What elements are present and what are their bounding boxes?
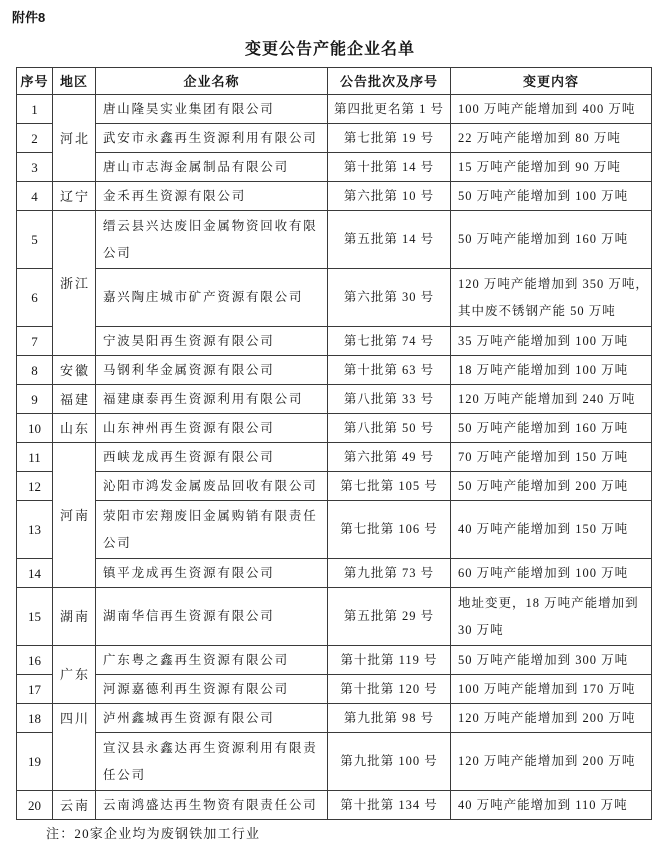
company-name: 宣汉县永鑫达再生资源利用有限责任公司 — [103, 740, 318, 782]
company-name: 西峡龙成再生资源有限公司 — [103, 449, 275, 464]
change-content-cell — [451, 443, 652, 472]
change-content: 22 万吨产能增加到 80 万吨 — [458, 130, 621, 145]
attachment-label: 附件8 — [12, 10, 46, 25]
region-cell: 广东 — [53, 646, 96, 704]
row-index: 20 — [17, 791, 53, 820]
row-index: 16 — [17, 646, 53, 675]
company-name-cell — [96, 443, 328, 472]
change-content: 地址变更，18 万吨产能增加到 30 万吨 — [458, 595, 639, 637]
company-name-cell — [96, 501, 328, 559]
announcement-number: 第六批第 49 号 — [328, 443, 451, 472]
row-index: 19 — [17, 733, 53, 791]
company-name: 沁阳市鸿发金属废品回收有限公司 — [103, 478, 318, 493]
announcement-number: 第七批第 19 号 — [328, 124, 451, 153]
company-name-cell — [96, 95, 328, 124]
company-name-cell — [96, 269, 328, 327]
change-content: 100 万吨产能增加到 170 万吨 — [458, 681, 636, 696]
change-content: 120 万吨产能增加到 350 万吨，其中废不锈钢产能 50 万吨 — [458, 276, 649, 318]
row-index: 13 — [17, 501, 53, 559]
change-content-cell — [451, 124, 652, 153]
change-content: 120 万吨产能增加到 240 万吨 — [458, 391, 636, 406]
change-content: 40 万吨产能增加到 110 万吨 — [458, 797, 628, 812]
row-index: 15 — [17, 588, 53, 646]
announcement-number: 第十批第 134 号 — [328, 791, 451, 820]
region-cell: 河北 — [53, 95, 96, 182]
change-content-cell — [451, 327, 652, 356]
region-cell: 福建 — [53, 385, 96, 414]
company-name-cell — [96, 646, 328, 675]
change-content-cell — [451, 559, 652, 588]
company-name-cell — [96, 414, 328, 443]
company-name-cell — [96, 588, 328, 646]
change-content-cell — [451, 675, 652, 704]
change-content: 120 万吨产能增加到 200 万吨 — [458, 710, 636, 725]
company-name: 嘉兴陶庄城市矿产资源有限公司 — [103, 290, 304, 304]
company-table — [16, 67, 652, 820]
company-name: 福建康泰再生资源利用有限公司 — [103, 391, 304, 406]
company-name-cell — [96, 327, 328, 356]
change-content-cell — [451, 501, 652, 559]
announcement-number: 第七批第 105 号 — [328, 472, 451, 501]
company-name: 镇平龙成再生资源有限公司 — [103, 565, 275, 580]
change-content: 40 万吨产能增加到 150 万吨 — [458, 522, 629, 536]
announcement-number: 第十批第 120 号 — [328, 675, 451, 704]
announcement-number: 第九批第 98 号 — [328, 704, 451, 733]
row-index: 1 — [17, 95, 53, 124]
announcement-number: 第十批第 14 号 — [328, 153, 451, 182]
row-index: 5 — [17, 211, 53, 269]
announcement-number: 第九批第 100 号 — [328, 733, 451, 791]
row-index: 14 — [17, 559, 53, 588]
change-content: 50 万吨产能增加到 100 万吨 — [458, 188, 629, 203]
change-content-cell — [451, 211, 652, 269]
company-name-cell — [96, 733, 328, 791]
header-change: 变更内容 — [451, 68, 652, 95]
change-content: 100 万吨产能增加到 400 万吨 — [458, 101, 636, 116]
change-content: 50 万吨产能增加到 160 万吨 — [458, 232, 629, 246]
region-cell: 辽宁 — [53, 182, 96, 211]
change-content-cell — [451, 356, 652, 385]
change-content: 50 万吨产能增加到 160 万吨 — [458, 420, 629, 435]
row-index: 18 — [17, 704, 53, 733]
row-index: 12 — [17, 472, 53, 501]
row-index: 8 — [17, 356, 53, 385]
row-index: 17 — [17, 675, 53, 704]
company-name-cell — [96, 356, 328, 385]
row-index: 7 — [17, 327, 53, 356]
change-content-cell — [451, 95, 652, 124]
company-name: 山东神州再生资源有限公司 — [103, 420, 275, 435]
company-name: 泸州鑫城再生资源有限公司 — [103, 710, 275, 725]
company-name: 马钢利华金属资源有限公司 — [103, 362, 275, 377]
region-cell: 湖南 — [53, 588, 96, 646]
announcement-number: 第五批第 29 号 — [328, 588, 451, 646]
change-content: 50 万吨产能增加到 300 万吨 — [458, 652, 629, 667]
company-name-cell — [96, 704, 328, 733]
footnote: 注：20家企业均为废钢铁加工行业 — [46, 826, 261, 841]
change-content-cell — [451, 733, 652, 791]
header-announcement: 公告批次及序号 — [328, 68, 451, 95]
company-name: 金禾再生资源有限公司 — [103, 188, 247, 203]
header-index: 序号 — [17, 68, 53, 95]
company-name: 唐山市志海金属制品有限公司 — [103, 159, 289, 174]
change-content-cell — [451, 704, 652, 733]
company-name-cell — [96, 153, 328, 182]
page-title: 变更公告产能企业名单 — [244, 41, 415, 58]
change-content-cell — [451, 269, 652, 327]
region-cell: 山东 — [53, 414, 96, 443]
company-name: 广东粤之鑫再生资源有限公司 — [103, 652, 289, 667]
change-content-cell — [451, 588, 652, 646]
announcement-number: 第四批更名第 1 号 — [328, 95, 451, 124]
company-name: 唐山隆昊实业集团有限公司 — [103, 101, 275, 116]
change-content: 70 万吨产能增加到 150 万吨 — [458, 449, 629, 464]
header-company: 企业名称 — [96, 68, 328, 95]
header-region: 地区 — [53, 68, 96, 95]
change-content: 60 万吨产能增加到 100 万吨 — [458, 565, 629, 580]
company-name: 宁波昊阳再生资源有限公司 — [103, 333, 275, 348]
change-content-cell — [451, 472, 652, 501]
company-name-cell — [96, 211, 328, 269]
announcement-number: 第七批第 106 号 — [328, 501, 451, 559]
change-content-cell — [451, 182, 652, 211]
change-content: 35 万吨产能增加到 100 万吨 — [458, 333, 629, 348]
change-content-cell — [451, 791, 652, 820]
company-name: 武安市永鑫再生资源利用有限公司 — [103, 130, 318, 145]
company-name-cell — [96, 182, 328, 211]
change-content-cell — [451, 385, 652, 414]
announcement-number: 第五批第 14 号 — [328, 211, 451, 269]
row-index: 3 — [17, 153, 53, 182]
region-cell: 河南 — [53, 443, 96, 588]
change-content: 15 万吨产能增加到 90 万吨 — [458, 159, 621, 174]
row-index: 10 — [17, 414, 53, 443]
company-name-cell — [96, 675, 328, 704]
row-index: 2 — [17, 124, 53, 153]
row-index: 9 — [17, 385, 53, 414]
announcement-number: 第十批第 119 号 — [328, 646, 451, 675]
announcement-number: 第七批第 74 号 — [328, 327, 451, 356]
company-name: 荥阳市宏翔废旧金属购销有限责任公司 — [103, 508, 318, 550]
announcement-number: 第十批第 63 号 — [328, 356, 451, 385]
change-content-cell — [451, 646, 652, 675]
region-cell: 浙江 — [53, 211, 96, 356]
announcement-number: 第九批第 73 号 — [328, 559, 451, 588]
row-index: 4 — [17, 182, 53, 211]
company-name-cell — [96, 385, 328, 414]
company-name-cell — [96, 124, 328, 153]
announcement-number: 第六批第 30 号 — [328, 269, 451, 327]
announcement-number: 第八批第 33 号 — [328, 385, 451, 414]
company-name-cell — [96, 472, 328, 501]
announcement-number: 第六批第 10 号 — [328, 182, 451, 211]
row-index: 6 — [17, 269, 53, 327]
change-content: 18 万吨产能增加到 100 万吨 — [458, 362, 629, 377]
company-name: 云南鸿盛达再生物资有限责任公司 — [103, 797, 318, 812]
company-name: 缙云县兴达废旧金属物资回收有限公司 — [103, 218, 318, 260]
company-name-cell — [96, 791, 328, 820]
region-cell: 安徽 — [53, 356, 96, 385]
announcement-number: 第八批第 50 号 — [328, 414, 451, 443]
company-name: 河源嘉德利再生资源有限公司 — [103, 681, 289, 696]
change-content-cell — [451, 153, 652, 182]
company-name: 湖南华信再生资源有限公司 — [103, 609, 275, 623]
region-cell: 云南 — [53, 791, 96, 820]
change-content: 50 万吨产能增加到 200 万吨 — [458, 478, 629, 493]
change-content: 120 万吨产能增加到 200 万吨 — [458, 754, 636, 768]
region-cell: 四川 — [53, 704, 96, 791]
change-content-cell — [451, 414, 652, 443]
company-name-cell — [96, 559, 328, 588]
row-index: 11 — [17, 443, 53, 472]
